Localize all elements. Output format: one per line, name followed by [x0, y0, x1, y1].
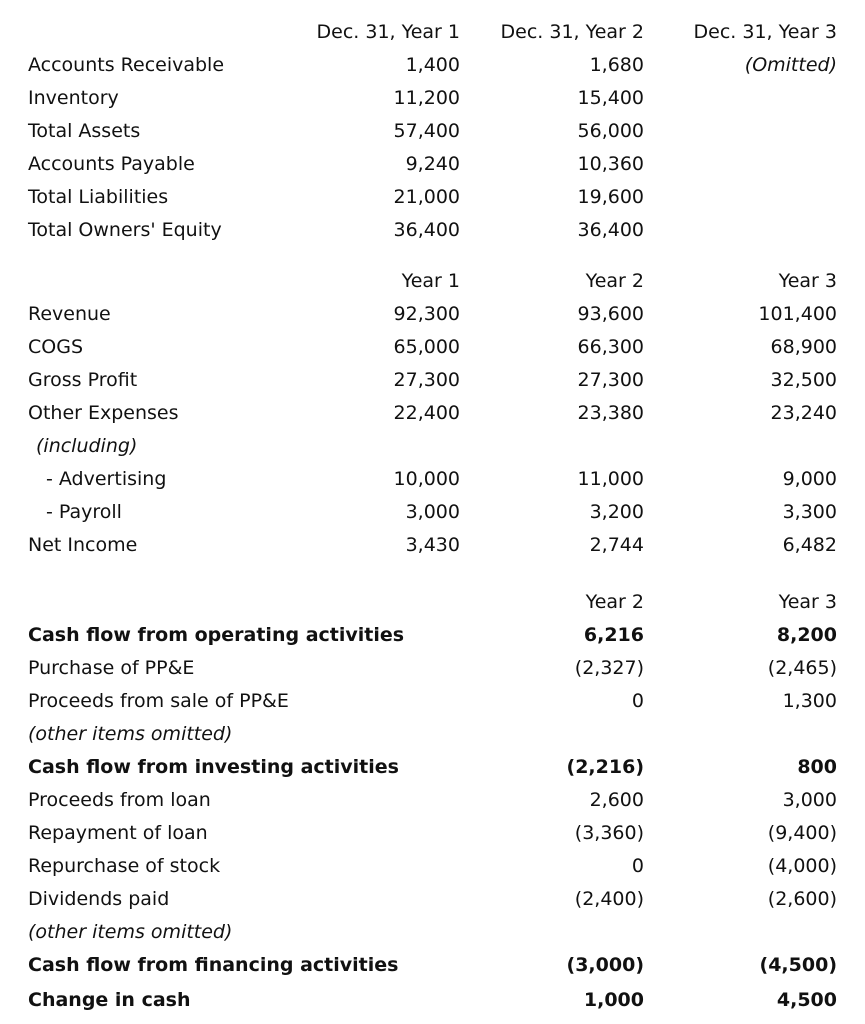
value-year3: 1,300 [782, 690, 837, 712]
value-year2: (3,000) [566, 954, 644, 976]
is-row-including-note [0, 430, 865, 463]
value-year3: 68,900 [770, 336, 837, 358]
value-year1: 11,200 [393, 87, 460, 109]
cf-row-omitted-2 [0, 916, 865, 949]
row-label: Dividends paid [28, 888, 170, 910]
cf-row-change-in-cash [0, 984, 865, 1017]
year3-omitted-note: (Omitted) [744, 54, 837, 76]
value-year2: 19,600 [577, 186, 644, 208]
row-label: - Payroll [46, 501, 122, 523]
value-year3: (4,000) [767, 855, 837, 877]
value-year2: 1,000 [583, 989, 644, 1011]
value-year2: (2,400) [574, 888, 644, 910]
bs-header-year3: Dec. 31, Year 3 [693, 21, 837, 43]
value-year2: 0 [631, 855, 644, 877]
row-label: Proceeds from sale of PP&E [28, 690, 289, 712]
row-label: Cash flow from operating activities [28, 624, 405, 646]
bs-header-year1: Dec. 31, Year 1 [316, 21, 460, 43]
is-row-net-income [0, 529, 865, 562]
value-year2: 66,300 [577, 336, 644, 358]
row-label: Cash flow from financing activities [28, 954, 399, 976]
value-year3: 800 [797, 756, 837, 778]
value-year2: 2,600 [589, 789, 644, 811]
value-year1: 1,400 [405, 54, 460, 76]
value-year3: 8,200 [776, 624, 837, 646]
row-label: Repayment of loan [28, 822, 208, 844]
value-year1: 3,000 [405, 501, 460, 523]
value-year3: 3,000 [782, 789, 837, 811]
value-year1: 27,300 [393, 369, 460, 391]
bs-row-accounts-payable [0, 148, 865, 181]
value-year2: 1,680 [589, 54, 644, 76]
value-year3: 23,240 [770, 402, 837, 424]
value-year3: 9,000 [782, 468, 837, 490]
row-label: - Advertising [46, 468, 167, 490]
value-year2: 11,000 [577, 468, 644, 490]
cf-row-repurchase-stock [0, 850, 865, 883]
bs-row-total-liabilities [0, 181, 865, 214]
row-label: Revenue [28, 303, 111, 325]
value-year3: (9,400) [767, 822, 837, 844]
is-row-advertising [0, 463, 865, 496]
cf-header-year3: Year 3 [778, 591, 837, 613]
value-year3: (2,465) [767, 657, 837, 679]
value-year1: 10,000 [393, 468, 460, 490]
balance-sheet-header [0, 16, 865, 49]
value-year1: 65,000 [393, 336, 460, 358]
value-year2: 93,600 [577, 303, 644, 325]
is-row-gross-profit [0, 364, 865, 397]
value-year1: 57,400 [393, 120, 460, 142]
cash-flow-header [0, 586, 865, 619]
value-year3: (4,500) [759, 954, 837, 976]
row-label: Other Expenses [28, 402, 179, 424]
value-year1: 3,430 [405, 534, 460, 556]
including-note: (including) [36, 435, 138, 457]
is-row-revenue [0, 298, 865, 331]
is-row-cogs [0, 331, 865, 364]
value-year3: 32,500 [770, 369, 837, 391]
row-label: COGS [28, 336, 84, 358]
value-year3: 4,500 [776, 989, 837, 1011]
is-row-other-expenses [0, 397, 865, 430]
cf-row-purchase-ppe [0, 652, 865, 685]
bs-row-accounts-receivable [0, 49, 865, 82]
value-year1: 21,000 [393, 186, 460, 208]
value-year3: 6,482 [782, 534, 837, 556]
is-header-year1: Year 1 [401, 270, 460, 292]
value-year2: (2,216) [566, 756, 644, 778]
value-year1: 9,240 [405, 153, 460, 175]
value-year1: 22,400 [393, 402, 460, 424]
row-label: Purchase of PP&E [28, 657, 195, 679]
row-label: Total Liabilities [28, 186, 169, 208]
row-label: Inventory [28, 87, 119, 109]
cf-row-dividends [0, 883, 865, 916]
bs-row-total-assets [0, 115, 865, 148]
cf-row-operating [0, 619, 865, 652]
row-label: Accounts Payable [28, 153, 195, 175]
row-label: Gross Profit [28, 369, 138, 391]
value-year3: (2,600) [767, 888, 837, 910]
bs-row-inventory [0, 82, 865, 115]
value-year2: 10,360 [577, 153, 644, 175]
value-year2: 56,000 [577, 120, 644, 142]
value-year2: 3,200 [589, 501, 644, 523]
omitted-note: (other items omitted) [28, 921, 233, 943]
cf-row-proceeds-loan [0, 784, 865, 817]
cf-row-proceeds-ppe [0, 685, 865, 718]
omitted-note: (other items omitted) [28, 723, 233, 745]
income-statement-header [0, 265, 865, 298]
cf-row-repayment-loan [0, 817, 865, 850]
value-year2: 23,380 [577, 402, 644, 424]
is-header-year3: Year 3 [778, 270, 837, 292]
row-label: Total Assets [28, 120, 141, 142]
bs-row-total-owners-equity [0, 214, 865, 247]
bs-header-year2: Dec. 31, Year 2 [500, 21, 644, 43]
value-year1: 92,300 [393, 303, 460, 325]
value-year2: (2,327) [574, 657, 644, 679]
cf-row-omitted-1 [0, 718, 865, 751]
value-year2: 0 [631, 690, 644, 712]
row-label: Cash flow from investing activities [28, 756, 399, 778]
value-year2: 6,216 [583, 624, 644, 646]
value-year3: 3,300 [782, 501, 837, 523]
cf-header-year2: Year 2 [585, 591, 644, 613]
cf-row-investing [0, 751, 865, 784]
value-year2: 36,400 [577, 219, 644, 241]
row-label: Repurchase of stock [28, 855, 221, 877]
row-label: Net Income [28, 534, 138, 556]
is-header-year2: Year 2 [585, 270, 644, 292]
row-label: Total Owners' Equity [28, 219, 222, 241]
value-year3: 101,400 [758, 303, 837, 325]
row-label: Proceeds from loan [28, 789, 211, 811]
value-year1: 36,400 [393, 219, 460, 241]
value-year2: 27,300 [577, 369, 644, 391]
row-label: Change in cash [28, 989, 191, 1011]
value-year2: (3,360) [574, 822, 644, 844]
is-row-payroll [0, 496, 865, 529]
cf-row-financing [0, 949, 865, 982]
value-year2: 15,400 [577, 87, 644, 109]
value-year2: 2,744 [589, 534, 644, 556]
row-label: Accounts Receivable [28, 54, 225, 76]
